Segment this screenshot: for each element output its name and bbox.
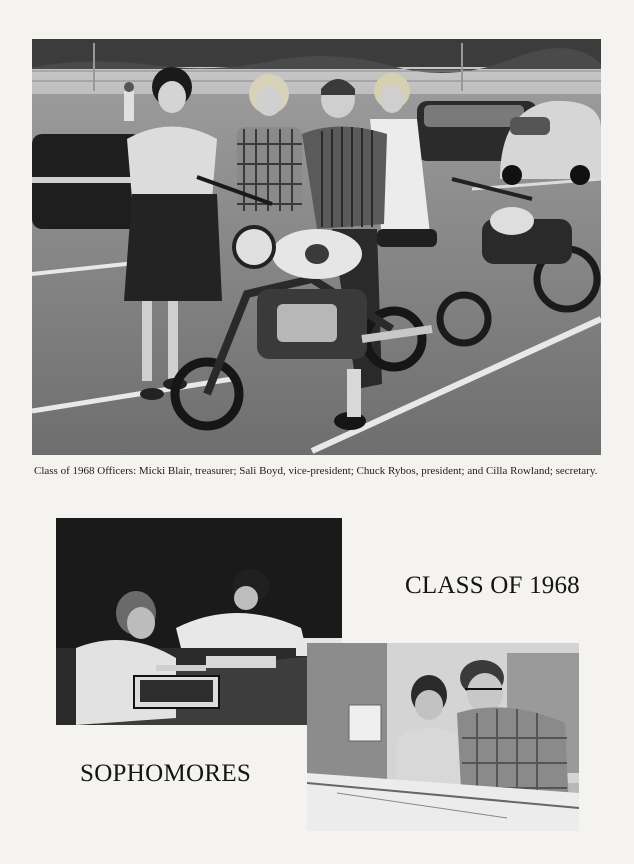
officers-caption: Class of 1968 Officers: Micki Blair, treasurer; Sali Boyd, vice-president; Chuck Rybos, president; and Cilla Rowland; secretary. [34, 465, 598, 477]
students-drafting-photo [307, 643, 579, 831]
officers-motorcycle-photo [32, 39, 601, 455]
students-studying-photo [56, 518, 342, 725]
sophomores-heading: SOPHOMORES [80, 760, 252, 787]
class-of-1968-heading: CLASS OF 1968 [405, 572, 580, 599]
